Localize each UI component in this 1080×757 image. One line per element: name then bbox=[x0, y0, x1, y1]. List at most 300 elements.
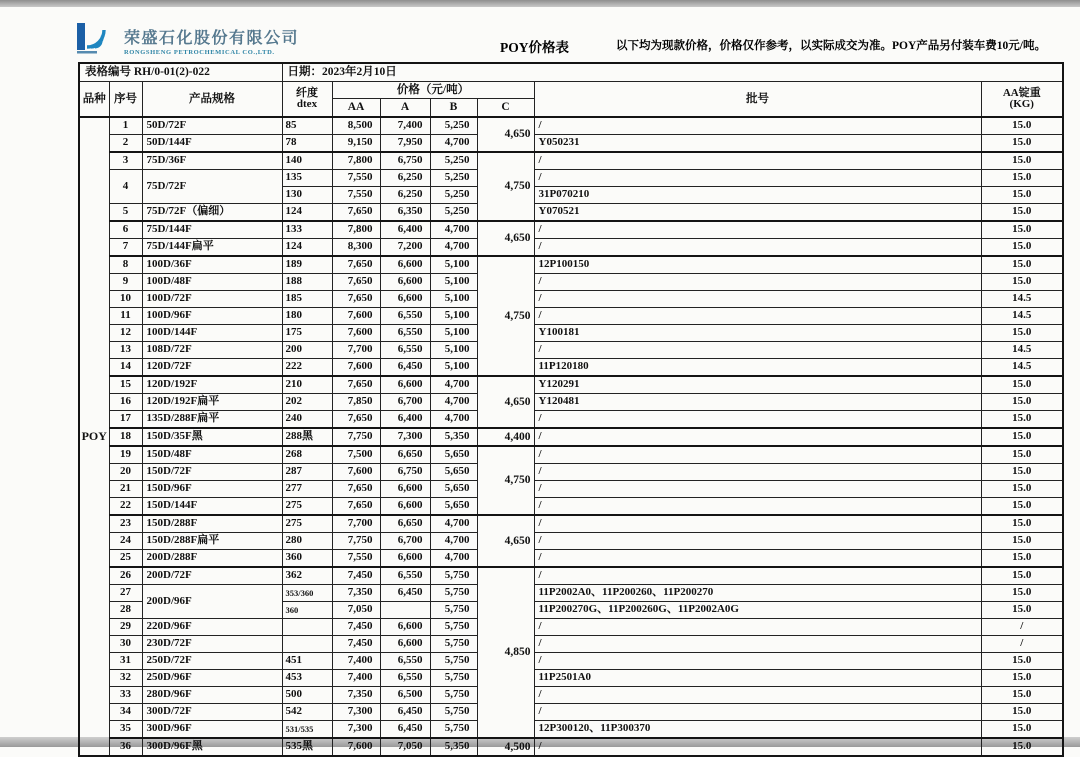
cell-no: 4 bbox=[109, 170, 142, 204]
cell-price-b: 5,750 bbox=[430, 602, 477, 619]
cell-no: 26 bbox=[109, 567, 142, 585]
cell-batch: / bbox=[534, 498, 981, 516]
cell-price-a bbox=[380, 602, 430, 619]
table-row bbox=[79, 446, 1063, 464]
cell-weight: 15.0 bbox=[981, 602, 1063, 619]
cell-price-a: 6,450 bbox=[380, 585, 430, 602]
cell-price-a: 6,350 bbox=[380, 204, 430, 222]
col-header-grade-b: B bbox=[430, 99, 477, 118]
cell-weight: 15.0 bbox=[981, 394, 1063, 411]
table-row bbox=[79, 376, 1063, 394]
cell-batch: / bbox=[534, 308, 981, 325]
col-header-grade-a: A bbox=[380, 99, 430, 118]
col-header-weight bbox=[981, 82, 1063, 118]
cell-weight: 14.5 bbox=[981, 342, 1063, 359]
cell-price-b: 5,100 bbox=[430, 342, 477, 359]
cell-batch: / bbox=[534, 464, 981, 481]
cell-category: POY bbox=[79, 117, 109, 756]
cell-spec: 75D/144F扁平 bbox=[142, 239, 282, 257]
cell-weight: 15.0 bbox=[981, 550, 1063, 568]
cell-batch: 12P100150 bbox=[534, 256, 981, 274]
cell-dtex: 130 bbox=[282, 187, 332, 204]
cell-spec: 220D/96F bbox=[142, 619, 282, 636]
cell-price-c: 4,650 bbox=[477, 221, 534, 256]
cell-no: 22 bbox=[109, 498, 142, 516]
cell-weight: 15.0 bbox=[981, 239, 1063, 257]
table-row bbox=[79, 135, 1063, 153]
cell-price-a: 6,400 bbox=[380, 411, 430, 429]
table-row bbox=[79, 152, 1063, 170]
cell-price-aa: 7,300 bbox=[332, 721, 380, 739]
cell-no: 33 bbox=[109, 687, 142, 704]
cell-price-aa: 7,600 bbox=[332, 464, 380, 481]
cell-price-b: 5,100 bbox=[430, 359, 477, 377]
cell-price-aa: 7,500 bbox=[332, 446, 380, 464]
cell-price-aa: 7,650 bbox=[332, 256, 380, 274]
cell-spec: 120D/72F bbox=[142, 359, 282, 377]
table-row bbox=[79, 308, 1063, 325]
cell-spec: 100D/36F bbox=[142, 256, 282, 274]
cell-batch: 11P200270G、11P200260G、11P2002A0G bbox=[534, 602, 981, 619]
table-row bbox=[79, 117, 1063, 135]
cell-batch: / bbox=[534, 291, 981, 308]
cell-price-aa: 7,550 bbox=[332, 170, 380, 187]
cell-spec: 150D/96F bbox=[142, 481, 282, 498]
cell-dtex: 275 bbox=[282, 498, 332, 516]
cell-price-a: 6,600 bbox=[380, 636, 430, 653]
cell-spec: 108D/72F bbox=[142, 342, 282, 359]
cell-no: 35 bbox=[109, 721, 142, 739]
cell-weight: 15.0 bbox=[981, 274, 1063, 291]
cell-dtex: 280 bbox=[282, 533, 332, 550]
cell-batch: 11P120180 bbox=[534, 359, 981, 377]
cell-weight: 15.0 bbox=[981, 152, 1063, 170]
cell-price-c: 4,650 bbox=[477, 376, 534, 428]
cell-price-b: 5,650 bbox=[430, 498, 477, 516]
cell-no: 31 bbox=[109, 653, 142, 670]
table-row bbox=[79, 704, 1063, 721]
cell-price-c: 4,400 bbox=[477, 428, 534, 446]
cell-price-a: 6,750 bbox=[380, 464, 430, 481]
cell-spec: 120D/192F扁平 bbox=[142, 394, 282, 411]
cell-no: 30 bbox=[109, 636, 142, 653]
cell-spec: 150D/72F bbox=[142, 464, 282, 481]
cell-dtex: 500 bbox=[282, 687, 332, 704]
cell-price-b: 5,350 bbox=[430, 738, 477, 756]
cell-batch: / bbox=[534, 619, 981, 636]
cell-dtex: 200 bbox=[282, 342, 332, 359]
cell-price-a: 6,650 bbox=[380, 446, 430, 464]
table-row bbox=[79, 170, 1063, 187]
cell-dtex: 135 bbox=[282, 170, 332, 187]
cell-batch: / bbox=[534, 239, 981, 257]
weight-unit: (KG) bbox=[1009, 98, 1034, 110]
form-number: 表格编号 RH/0-01(2)-022 bbox=[79, 63, 282, 82]
dtex-label: 纤度 bbox=[296, 87, 318, 99]
cell-batch: Y070521 bbox=[534, 204, 981, 222]
table-row bbox=[79, 687, 1063, 704]
cell-dtex: 268 bbox=[282, 446, 332, 464]
cell-weight: 15.0 bbox=[981, 170, 1063, 187]
cell-batch: / bbox=[534, 704, 981, 721]
cell-batch: Y120481 bbox=[534, 394, 981, 411]
cell-no: 19 bbox=[109, 446, 142, 464]
table-row bbox=[79, 498, 1063, 516]
cell-dtex: 210 bbox=[282, 376, 332, 394]
cell-spec: 300D/72F bbox=[142, 704, 282, 721]
cell-price-aa: 9,150 bbox=[332, 135, 380, 153]
cell-spec: 135D/288F扁平 bbox=[142, 411, 282, 429]
cell-dtex: 542 bbox=[282, 704, 332, 721]
cell-no: 5 bbox=[109, 204, 142, 222]
table-row bbox=[79, 619, 1063, 636]
cell-price-a: 6,750 bbox=[380, 152, 430, 170]
cell-dtex: 288黑 bbox=[282, 428, 332, 446]
cell-price-b: 4,700 bbox=[430, 533, 477, 550]
company-name-en: RONGSHENG PETROCHEMICAL CO.,LTD. bbox=[124, 49, 275, 56]
cell-no: 16 bbox=[109, 394, 142, 411]
cell-price-aa: 7,650 bbox=[332, 411, 380, 429]
cell-batch: / bbox=[534, 636, 981, 653]
cell-batch: / bbox=[534, 428, 981, 446]
cell-dtex: 222 bbox=[282, 359, 332, 377]
table-row bbox=[79, 653, 1063, 670]
cell-no: 12 bbox=[109, 325, 142, 342]
cell-weight: 15.0 bbox=[981, 704, 1063, 721]
cell-price-a: 7,200 bbox=[380, 239, 430, 257]
cell-price-a: 6,600 bbox=[380, 550, 430, 568]
cell-price-aa: 7,750 bbox=[332, 428, 380, 446]
cell-price-b: 5,750 bbox=[430, 687, 477, 704]
cell-weight: 15.0 bbox=[981, 325, 1063, 342]
cell-price-aa: 8,300 bbox=[332, 239, 380, 257]
cell-price-c: 4,650 bbox=[477, 515, 534, 567]
rongsheng-logo-icon bbox=[74, 20, 116, 61]
cell-weight: 15.0 bbox=[981, 567, 1063, 585]
cell-price-b: 5,100 bbox=[430, 308, 477, 325]
table-row bbox=[79, 239, 1063, 257]
cell-spec: 100D/96F bbox=[142, 308, 282, 325]
cell-dtex: 202 bbox=[282, 394, 332, 411]
cell-price-b: 4,700 bbox=[430, 411, 477, 429]
cell-weight: 15.0 bbox=[981, 721, 1063, 739]
cell-weight: 15.0 bbox=[981, 428, 1063, 446]
cell-dtex: 189 bbox=[282, 256, 332, 274]
cell-price-a: 6,550 bbox=[380, 308, 430, 325]
cell-price-b: 5,100 bbox=[430, 274, 477, 291]
cell-spec: 150D/48F bbox=[142, 446, 282, 464]
cell-price-b: 5,650 bbox=[430, 481, 477, 498]
table-row bbox=[79, 585, 1063, 602]
cell-batch: / bbox=[534, 221, 981, 239]
cell-price-a: 6,650 bbox=[380, 515, 430, 533]
cell-no: 6 bbox=[109, 221, 142, 239]
cell-price-b: 5,750 bbox=[430, 704, 477, 721]
table-row bbox=[79, 342, 1063, 359]
cell-dtex: 287 bbox=[282, 464, 332, 481]
cell-batch: / bbox=[534, 170, 981, 187]
col-header-no: 序号 bbox=[109, 82, 142, 118]
cell-dtex bbox=[282, 636, 332, 653]
cell-no: 24 bbox=[109, 533, 142, 550]
cell-no: 36 bbox=[109, 738, 142, 756]
cell-batch: 11P2501A0 bbox=[534, 670, 981, 687]
cell-price-c: 4,750 bbox=[477, 152, 534, 221]
cell-price-a: 6,600 bbox=[380, 619, 430, 636]
cell-spec: 200D/288F bbox=[142, 550, 282, 568]
table-row bbox=[79, 394, 1063, 411]
cell-weight: / bbox=[981, 636, 1063, 653]
cell-weight: 15.0 bbox=[981, 204, 1063, 222]
cell-no: 20 bbox=[109, 464, 142, 481]
cell-price-aa: 7,450 bbox=[332, 619, 380, 636]
cell-spec: 75D/72F bbox=[142, 170, 282, 204]
cell-price-a: 7,950 bbox=[380, 135, 430, 153]
cell-batch: / bbox=[534, 117, 981, 135]
cell-weight: 15.0 bbox=[981, 446, 1063, 464]
cell-price-b: 5,250 bbox=[430, 187, 477, 204]
cell-spec: 250D/72F bbox=[142, 653, 282, 670]
cell-weight: 15.0 bbox=[981, 411, 1063, 429]
company-name-cn: 荣盛石化股份有限公司 bbox=[124, 30, 300, 47]
cell-price-aa: 7,800 bbox=[332, 152, 380, 170]
cell-price-a: 6,600 bbox=[380, 291, 430, 308]
cell-batch: / bbox=[534, 411, 981, 429]
cell-price-c: 4,500 bbox=[477, 738, 534, 756]
cell-price-aa: 7,600 bbox=[332, 738, 380, 756]
cell-price-b: 4,700 bbox=[430, 515, 477, 533]
col-header-grade-aa: AA bbox=[332, 99, 380, 118]
cell-price-a: 6,400 bbox=[380, 221, 430, 239]
col-header-price: 价格（元/吨） bbox=[332, 82, 534, 99]
cell-no: 25 bbox=[109, 550, 142, 568]
cell-price-a: 6,550 bbox=[380, 653, 430, 670]
table-row bbox=[79, 721, 1063, 739]
cell-dtex bbox=[282, 619, 332, 636]
table-row bbox=[79, 636, 1063, 653]
cell-price-b: 4,700 bbox=[430, 376, 477, 394]
cell-price-aa: 7,650 bbox=[332, 204, 380, 222]
cell-spec: 200D/72F bbox=[142, 567, 282, 585]
cell-weight: 15.0 bbox=[981, 687, 1063, 704]
cell-weight: 15.0 bbox=[981, 256, 1063, 274]
cell-no: 32 bbox=[109, 670, 142, 687]
table-row bbox=[79, 359, 1063, 377]
cell-price-b: 5,250 bbox=[430, 152, 477, 170]
col-header-grade-c: C bbox=[477, 99, 534, 118]
cell-price-aa: 7,600 bbox=[332, 325, 380, 342]
cell-spec: 300D/96F bbox=[142, 721, 282, 739]
cell-spec: 150D/144F bbox=[142, 498, 282, 516]
cell-no: 3 bbox=[109, 152, 142, 170]
table-row bbox=[79, 204, 1063, 222]
cell-price-b: 5,250 bbox=[430, 117, 477, 135]
table-row bbox=[79, 256, 1063, 274]
cell-no: 1 bbox=[109, 117, 142, 135]
cell-price-b: 4,700 bbox=[430, 221, 477, 239]
col-header-category: 品种 bbox=[79, 82, 109, 118]
cell-price-a: 6,550 bbox=[380, 342, 430, 359]
cell-price-a: 6,600 bbox=[380, 376, 430, 394]
cell-spec: 50D/144F bbox=[142, 135, 282, 153]
cell-spec: 75D/72F（偏细） bbox=[142, 204, 282, 222]
cell-weight: 15.0 bbox=[981, 464, 1063, 481]
cell-batch: 31P070210 bbox=[534, 187, 981, 204]
cell-price-aa: 7,050 bbox=[332, 602, 380, 619]
cell-price-aa: 7,400 bbox=[332, 670, 380, 687]
cell-no: 23 bbox=[109, 515, 142, 533]
company-logo-block bbox=[74, 20, 299, 61]
cell-price-aa: 7,750 bbox=[332, 533, 380, 550]
cell-weight: 15.0 bbox=[981, 221, 1063, 239]
cell-price-aa: 7,650 bbox=[332, 481, 380, 498]
table-row bbox=[79, 515, 1063, 533]
cell-dtex: 535黑 bbox=[282, 738, 332, 756]
cell-dtex: 180 bbox=[282, 308, 332, 325]
cell-weight: 15.0 bbox=[981, 376, 1063, 394]
cell-price-b: 5,750 bbox=[430, 721, 477, 739]
table-header-row bbox=[79, 82, 1063, 99]
cell-batch: / bbox=[534, 152, 981, 170]
cell-price-aa: 7,350 bbox=[332, 687, 380, 704]
cell-price-aa: 7,450 bbox=[332, 636, 380, 653]
cell-batch: Y120291 bbox=[534, 376, 981, 394]
cell-price-aa: 7,650 bbox=[332, 291, 380, 308]
cell-weight: 15.0 bbox=[981, 533, 1063, 550]
cell-price-b: 5,750 bbox=[430, 585, 477, 602]
cell-no: 8 bbox=[109, 256, 142, 274]
cell-price-aa: 7,700 bbox=[332, 342, 380, 359]
cell-batch: / bbox=[534, 550, 981, 568]
cell-dtex: 353/360 bbox=[282, 585, 332, 602]
cell-no: 18 bbox=[109, 428, 142, 446]
cell-dtex: 175 bbox=[282, 325, 332, 342]
cell-price-a: 6,600 bbox=[380, 256, 430, 274]
cell-price-aa: 7,300 bbox=[332, 704, 380, 721]
cell-spec: 100D/144F bbox=[142, 325, 282, 342]
cell-no: 10 bbox=[109, 291, 142, 308]
cell-price-aa: 7,850 bbox=[332, 394, 380, 411]
cell-price-a: 6,500 bbox=[380, 687, 430, 704]
cell-price-b: 5,750 bbox=[430, 567, 477, 585]
cell-no: 11 bbox=[109, 308, 142, 325]
table-row bbox=[79, 325, 1063, 342]
cell-weight: 14.5 bbox=[981, 291, 1063, 308]
cell-price-b: 5,750 bbox=[430, 619, 477, 636]
cell-price-a: 7,300 bbox=[380, 428, 430, 446]
cell-price-a: 6,450 bbox=[380, 721, 430, 739]
cell-spec: 280D/96F bbox=[142, 687, 282, 704]
cell-batch: / bbox=[534, 533, 981, 550]
cell-price-b: 5,100 bbox=[430, 291, 477, 308]
cell-price-aa: 7,400 bbox=[332, 653, 380, 670]
cell-price-a: 6,450 bbox=[380, 359, 430, 377]
cell-spec: 300D/96F黑 bbox=[142, 738, 282, 756]
cell-price-aa: 7,650 bbox=[332, 376, 380, 394]
cell-price-b: 5,100 bbox=[430, 325, 477, 342]
table-row bbox=[79, 221, 1063, 239]
cell-weight: 14.5 bbox=[981, 308, 1063, 325]
cell-weight: 15.0 bbox=[981, 135, 1063, 153]
table-row bbox=[79, 738, 1063, 756]
cell-price-aa: 7,650 bbox=[332, 498, 380, 516]
cell-batch: 11P2002A0、11P200260、11P200270 bbox=[534, 585, 981, 602]
table-row bbox=[79, 291, 1063, 308]
cell-dtex: 360 bbox=[282, 602, 332, 619]
cell-no: 28 bbox=[109, 602, 142, 619]
cell-dtex: 451 bbox=[282, 653, 332, 670]
cell-batch: / bbox=[534, 342, 981, 359]
dtex-unit: dtex bbox=[296, 98, 318, 110]
cell-price-aa: 7,800 bbox=[332, 221, 380, 239]
cell-dtex: 240 bbox=[282, 411, 332, 429]
cell-dtex: 188 bbox=[282, 274, 332, 291]
cell-no: 34 bbox=[109, 704, 142, 721]
cell-price-aa: 7,350 bbox=[332, 585, 380, 602]
cell-weight: 15.0 bbox=[981, 653, 1063, 670]
cell-price-aa: 7,450 bbox=[332, 567, 380, 585]
cell-price-a: 6,450 bbox=[380, 704, 430, 721]
cell-dtex: 124 bbox=[282, 204, 332, 222]
table-row bbox=[79, 481, 1063, 498]
cell-price-a: 6,700 bbox=[380, 394, 430, 411]
cell-dtex: 185 bbox=[282, 291, 332, 308]
cell-price-aa: 7,550 bbox=[332, 550, 380, 568]
cell-spec: 150D/288F扁平 bbox=[142, 533, 282, 550]
cell-price-b: 4,700 bbox=[430, 550, 477, 568]
cell-price-a: 6,700 bbox=[380, 533, 430, 550]
cell-dtex: 275 bbox=[282, 515, 332, 533]
table-row bbox=[79, 670, 1063, 687]
cell-price-b: 5,250 bbox=[430, 170, 477, 187]
table-row bbox=[79, 533, 1063, 550]
cell-weight: 14.5 bbox=[981, 359, 1063, 377]
cell-spec: 250D/96F bbox=[142, 670, 282, 687]
cell-spec: 230D/72F bbox=[142, 636, 282, 653]
table-row bbox=[79, 428, 1063, 446]
cell-weight: 15.0 bbox=[981, 585, 1063, 602]
cell-batch: Y050231 bbox=[534, 135, 981, 153]
table-row bbox=[79, 274, 1063, 291]
cell-spec: 75D/36F bbox=[142, 152, 282, 170]
cell-price-b: 5,250 bbox=[430, 204, 477, 222]
cell-price-b: 5,750 bbox=[430, 653, 477, 670]
cell-price-b: 5,650 bbox=[430, 446, 477, 464]
cell-weight: 15.0 bbox=[981, 738, 1063, 756]
cell-no: 9 bbox=[109, 274, 142, 291]
table-row bbox=[79, 464, 1063, 481]
cell-batch: Y100181 bbox=[534, 325, 981, 342]
cell-weight: 15.0 bbox=[981, 498, 1063, 516]
cell-no: 14 bbox=[109, 359, 142, 377]
cell-price-a: 6,550 bbox=[380, 325, 430, 342]
cell-price-b: 4,700 bbox=[430, 135, 477, 153]
cell-weight: / bbox=[981, 619, 1063, 636]
cell-no: 17 bbox=[109, 411, 142, 429]
date-label: 日期：2023年2月10日 bbox=[282, 63, 1063, 82]
cell-batch: 12P300120、11P300370 bbox=[534, 721, 981, 739]
weight-label: AA锭重 bbox=[1002, 87, 1041, 99]
cell-spec: 75D/144F bbox=[142, 221, 282, 239]
cell-batch: / bbox=[534, 481, 981, 498]
cell-dtex: 133 bbox=[282, 221, 332, 239]
cell-dtex: 140 bbox=[282, 152, 332, 170]
cell-dtex: 531/535 bbox=[282, 721, 332, 739]
cell-price-aa: 7,650 bbox=[332, 274, 380, 291]
cell-price-aa: 7,600 bbox=[332, 359, 380, 377]
cell-dtex: 277 bbox=[282, 481, 332, 498]
cell-price-c: 4,650 bbox=[477, 117, 534, 152]
